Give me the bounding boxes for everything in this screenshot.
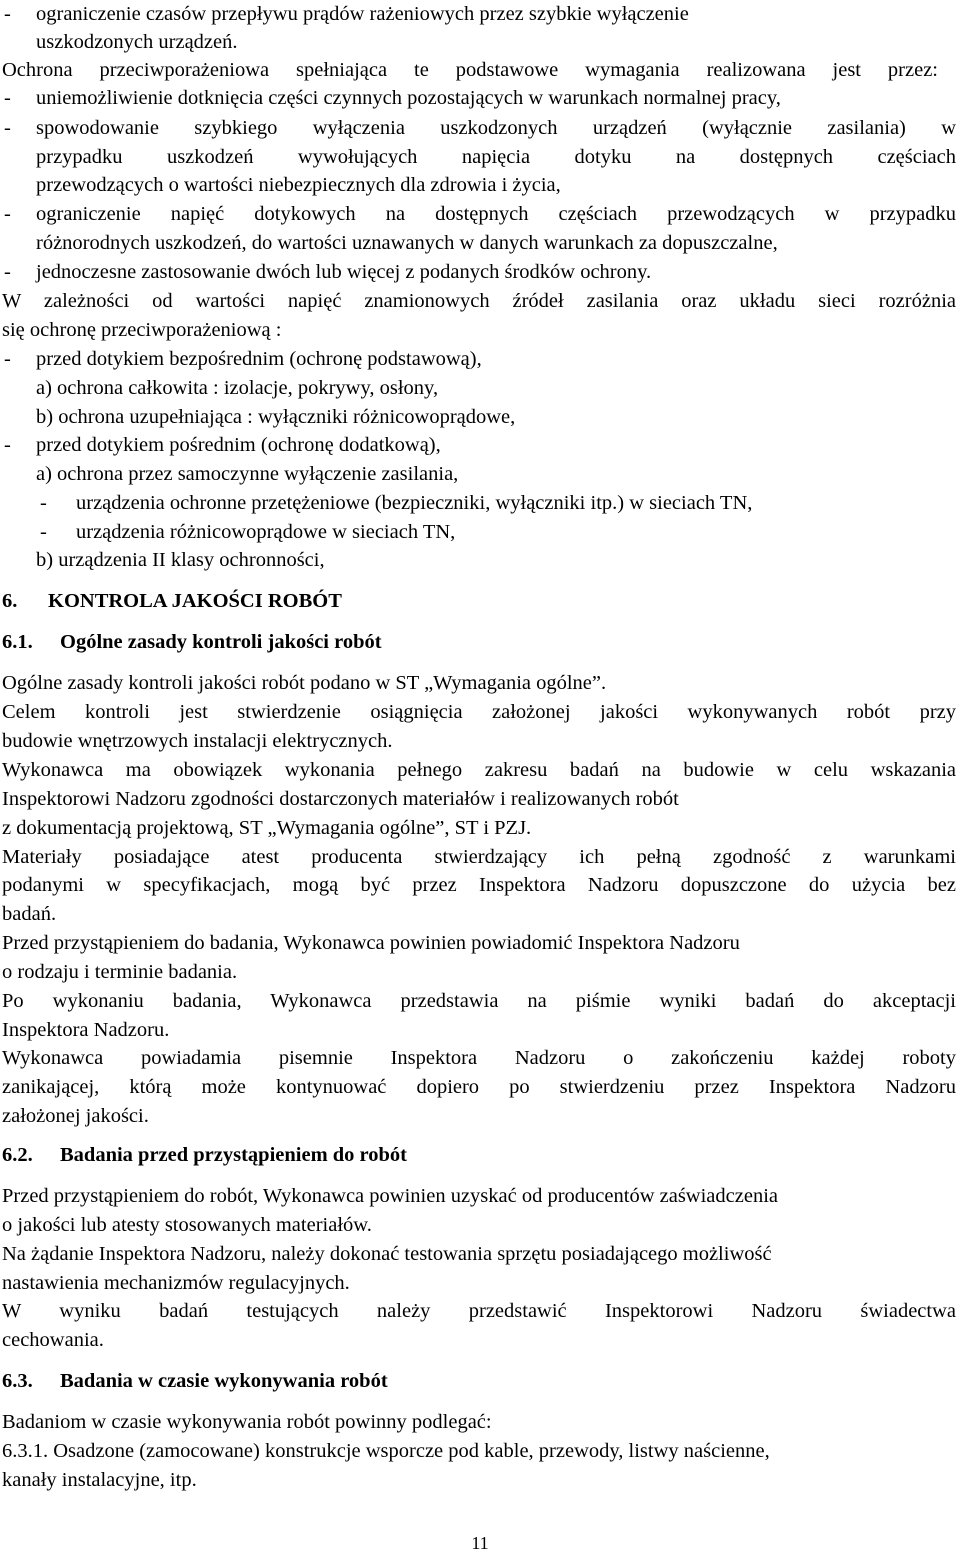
list-item-text: b) ochrona uzupełniająca : wyłączniki różnicowoprądowe,: [36, 406, 516, 428]
list-item-text: uszkodzonych urządzeń.: [36, 31, 238, 53]
paragraph-line: o jakości lub atesty stosowanych materiałów.: [2, 1214, 372, 1236]
list-bullet: -: [40, 492, 47, 514]
list-bullet: -: [40, 521, 47, 543]
list-bullet: -: [4, 261, 11, 283]
paragraph-line: Inspektorowi Nadzoru zgodności dostarczonych materiałów i realizowanych robót: [2, 788, 679, 810]
paragraph-line: Celem kontroli jest stwierdzenie osiągnięcia założonej jakości wykonywanych robót przy: [2, 701, 956, 723]
list-item-text: jednoczesne zastosowanie dwóch lub więcej z podanych środków ochrony.: [36, 261, 652, 283]
list-bullet: -: [4, 434, 11, 456]
subsection-heading: Ogólne zasady kontroli jakości robót: [60, 631, 382, 653]
list-item-text: b) urządzenia II klasy ochronności,: [36, 549, 325, 571]
paragraph-line: zanikającej, którą może kontynuować dopiero po stwierdzeniu przez Inspektora Nadzoru: [2, 1076, 956, 1098]
paragraph-line: kanały instalacyjne, itp.: [2, 1469, 197, 1491]
paragraph-line: Materiały posiadające atest producenta stwierdzający ich pełną zgodność z warunkami: [2, 846, 956, 868]
paragraph-line: się ochronę przeciwporażeniową :: [2, 319, 282, 341]
paragraph-line: 6.3.1. Osadzone (zamocowane) konstrukcje wsporcze pod kable, przewody, listwy naścienne,: [2, 1440, 770, 1462]
list-item-text: a) ochrona całkowita : izolacje, pokrywy, osłony,: [36, 377, 439, 399]
paragraph-line: Przed przystąpieniem do badania, Wykonawca powinien powiadomić Inspektora Nadzoru: [2, 932, 740, 954]
list-item-text: urządzenia ochronne przetężeniowe (bezpieczniki, wyłączniki itp.) w sieciach TN,: [76, 492, 753, 514]
list-item-text: przypadku uszkodzeń wywołujących napięcia dotyku na dostępnych częściach: [36, 146, 956, 168]
paragraph-line: Ochrona przeciwporażeniowa spełniająca te podstawowe wymagania realizowana jest przez:: [2, 59, 938, 81]
paragraph-line: Po wykonaniu badania, Wykonawca przedstawia na piśmie wyniki badań do akceptacji: [2, 990, 956, 1012]
subsection-number: 6.2.: [2, 1144, 33, 1166]
subsection-heading: Badania w czasie wykonywania robót: [60, 1370, 388, 1392]
paragraph-line: z dokumentacją projektową, ST „Wymagania ogólne”, ST i PZJ.: [2, 817, 532, 839]
paragraph-line: Inspektora Nadzoru.: [2, 1019, 170, 1041]
list-item-text: przed dotykiem pośrednim (ochronę dodatkową),: [36, 434, 441, 456]
list-item-text: przewodzących o wartości niebezpiecznych dla zdrowia i życia,: [36, 174, 561, 196]
page-number: 11: [471, 1533, 489, 1553]
paragraph-line: budowie wnętrzowych instalacji elektrycznych.: [2, 730, 393, 752]
list-item-text: przed dotykiem bezpośrednim (ochronę podstawową),: [36, 348, 482, 370]
paragraph-line: cechowania.: [2, 1329, 104, 1351]
list-bullet: -: [4, 348, 11, 370]
paragraph-line: Przed przystąpieniem do robót, Wykonawca powinien uzyskać od producentów zaświadczenia: [2, 1185, 778, 1207]
list-item-text: ograniczenie czasów przepływu prądów rażeniowych przez szybkie wyłączenie: [36, 3, 689, 25]
section-number: 6.: [2, 590, 18, 612]
list-bullet: -: [4, 203, 11, 225]
paragraph-line: Badaniom w czasie wykonywania robót powinny podlegać:: [2, 1411, 492, 1433]
paragraph-line: Na żądanie Inspektora Nadzoru, należy dokonać testowania sprzętu posiadającego możliwość: [2, 1243, 772, 1265]
paragraph-line: Wykonawca powiadamia pisemnie Inspektora Nadzoru o zakończeniu każdej roboty: [2, 1047, 956, 1069]
paragraph-line: W wyniku badań testujących należy przedstawić Inspektorowi Nadzoru świadectwa: [2, 1300, 956, 1322]
list-item-text: a) ochrona przez samoczynne wyłączenie zasilania,: [36, 463, 459, 485]
list-bullet: -: [4, 117, 11, 139]
paragraph-line: Ogólne zasady kontroli jakości robót podano w ST „Wymagania ogólne”.: [2, 672, 607, 694]
paragraph-line: o rodzaju i terminie badania.: [2, 961, 238, 983]
list-item-text: spowodowanie szybkiego wyłączenia uszkodzonych urządzeń (wyłącznie zasilania) w: [36, 117, 956, 139]
subsection-number: 6.1.: [2, 631, 33, 653]
list-item-text: urządzenia różnicowoprądowe w sieciach TN,: [76, 521, 456, 543]
subsection-heading: Badania przed przystąpieniem do robót: [60, 1144, 407, 1166]
list-item-text: ograniczenie napięć dotykowych na dostępnych częściach przewodzących w przypadku: [36, 203, 956, 225]
list-item-text: różnorodnych uszkodzeń, do wartości uznawanych w danych warunkach za dopuszczalne,: [36, 232, 778, 254]
paragraph-line: W zależności od wartości napięć znamionowych źródeł zasilania oraz układu sieci rozróżnia: [2, 290, 956, 312]
section-heading: KONTROLA JAKOŚCI ROBÓT: [48, 590, 342, 612]
list-item-text: uniemożliwienie dotknięcia części czynnych pozostających w warunkach normalnej pracy,: [36, 87, 781, 109]
list-bullet: -: [4, 3, 11, 25]
list-bullet: -: [4, 87, 11, 109]
paragraph-line: podanymi w specyfikacjach, mogą być przez Inspektora Nadzoru dopuszczone do użycia bez: [2, 874, 956, 896]
subsection-number: 6.3.: [2, 1370, 33, 1392]
paragraph-line: nastawienia mechanizmów regulacyjnych.: [2, 1272, 350, 1294]
paragraph-line: Wykonawca ma obowiązek wykonania pełnego zakresu badań na budowie w celu wskazania: [2, 759, 956, 781]
paragraph-line: badań.: [2, 903, 57, 925]
paragraph-line: założonej jakości.: [2, 1105, 149, 1127]
